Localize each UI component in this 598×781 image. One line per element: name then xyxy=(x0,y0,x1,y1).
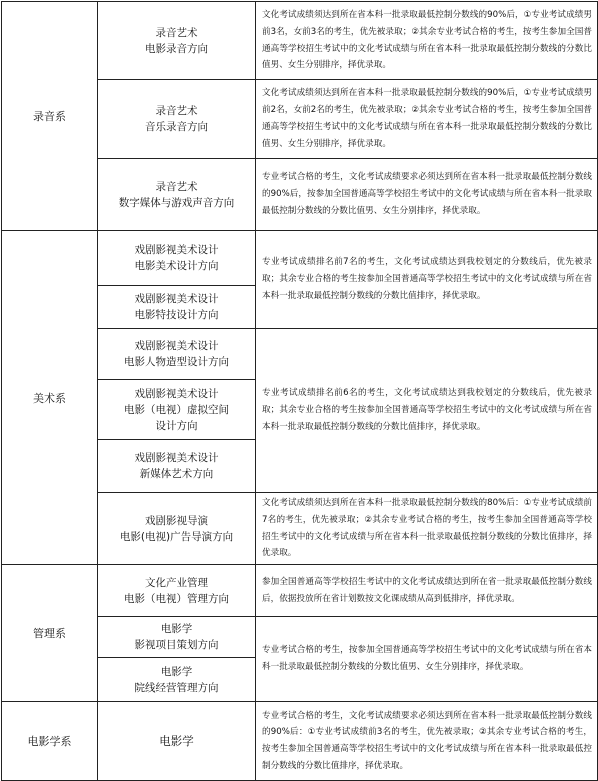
major-line: 影视项目策划方向 xyxy=(134,639,219,652)
department-cell: 录音系 xyxy=(2,2,98,231)
major-cell xyxy=(98,380,256,440)
table-row xyxy=(2,702,598,781)
major-line: 戏剧影视美术设计 xyxy=(134,387,219,400)
table-row xyxy=(2,565,598,617)
rule-cell: 文化考试成绩须达到所在省本科一批录取最低控制分数线的80%后：①专业考试成绩前7名的考生，优先被录取；②其余专业考试合格的考生，按考生参加全国普通高等学校招生考试中的文化考试成绩与所在省本科一批录取最低控制分数线的分数比值排序，择优录取。 xyxy=(256,493,598,565)
major-line: 电影美术设计方向 xyxy=(134,260,219,272)
major-cell xyxy=(98,440,256,493)
major-line: 电影学 xyxy=(160,665,193,678)
major-line: 戏剧影视美术设计 xyxy=(134,244,219,256)
major-line: 电影学 xyxy=(160,623,193,636)
rule-cell: 专业考试合格的考生，文化考试成绩要求必须达到所在省本科一批录取最低控制分数线的90%后，按参加全国普通高等学校招生考试中的文化考试成绩与所在省本科一批录取最低控制分数线的分数比值男、女生分别排序，择优录取。 xyxy=(256,159,598,231)
major-line: 电影(电视)广告导演方向 xyxy=(119,530,234,543)
major-line: 录音艺术 xyxy=(155,105,198,117)
major-line: 设计方向 xyxy=(155,419,198,432)
major-line: 录音艺术 xyxy=(155,180,198,193)
major-cell xyxy=(98,159,256,231)
major-line: 电影录音方向 xyxy=(145,42,208,55)
major-line: 新媒体艺术方向 xyxy=(139,468,214,480)
major-line: 电影特技设计方向 xyxy=(134,309,219,321)
rule-cell: 专业考试合格的考生，文化考试成绩要求必须达到所在省本科一批录取最低控制分数线的90%后：①专业考试成绩前3名的考生，优先被录取；②其余专业考试合格的考生，按考生参加全国普通高等学校招生考试中的文化考试成绩与所在省本科一批录取最低控制分数线的分数比值排序，择优录取。 xyxy=(256,702,598,781)
admission-table xyxy=(1,1,598,781)
major-cell xyxy=(98,80,256,159)
major-line: 电影（电视）虚拟空间 xyxy=(124,403,229,416)
major-cell xyxy=(98,2,256,80)
rule-cell: 文化考试成绩须达到所在省本科一批录取最低控制分数线的90%后，①专业考试成绩男前3名，女前3名的考生，优先被录取；②其余专业考试合格的考生，按考生参加全国普通高等学校招生考试中的文化考试成绩与所在省本科一批录取最低控制分数线的分数比值男、女生分别排序，择优录取。 xyxy=(256,2,598,80)
rule-cell: 参加全国普通高等学校招生考试中的文化考试成绩达到所在省一批录取最低控制分数线后，依据投放所在省计划数按文化课成绩从高到低排序，择优录取。 xyxy=(256,565,598,617)
major-cell xyxy=(98,329,256,380)
major-cell xyxy=(98,702,256,781)
major-line: 戏剧影视美术设计 xyxy=(134,340,219,352)
major-line: 院线经营管理方向 xyxy=(134,681,219,694)
major-cell xyxy=(98,617,256,658)
rule-cell: 文化考试成绩须达到所在省本科一批录取最低控制分数线的90%后，①专业考试成绩男前2名，女前2名的考生，优先被录取；②其余专业考试合格的考生，按考生参加全国普通高等学校招生考试中的文化考试成绩与所在省本科一批录取最低控制分数线的分数比值男、女生分别排序，择优录取。 xyxy=(256,80,598,159)
major-cell xyxy=(98,658,256,702)
major-cell xyxy=(98,493,256,565)
department-cell: 美术系 xyxy=(2,231,98,565)
major-line: 文化产业管理 xyxy=(145,576,208,589)
major-line: 戏剧影视导演 xyxy=(145,514,208,527)
major-line: 戏剧影视美术设计 xyxy=(134,293,219,305)
major-line: 电影人物造型设计方向 xyxy=(124,356,229,368)
department-cell: 管理系 xyxy=(2,565,98,702)
major-line: 电影（电视）管理方向 xyxy=(124,592,229,605)
department-cell: 电影学系 xyxy=(2,702,98,781)
major-line: 数字媒体与游戏声音方向 xyxy=(118,196,235,209)
major-line: 音乐录音方向 xyxy=(145,121,208,133)
rule-cell: 专业考试成绩排名前7名的考生，文化考试成绩达到我校划定的分数线后，优先被录取；其余专业合格的考生按参加全国普通高等学校招生考试中的文化考试成绩与所在省本科一批录取最低控制分数线的分数比值排序，择优录取。 xyxy=(256,231,598,329)
major-line: 录音艺术 xyxy=(155,26,198,39)
major-line: 戏剧影视美术设计 xyxy=(134,452,219,464)
rule-cell: 专业考试成绩排名前6名的考生，文化考试成绩达到我校划定的分数线后，优先被录取；其余专业合格的考生按参加全国普通高等学校招生考试中的文化考试成绩与所在省本科一批录取最低控制分数线的分数比值排序，择优录取。 xyxy=(256,329,598,493)
table-row xyxy=(2,231,598,286)
major-line: 电影学 xyxy=(159,734,194,749)
rule-cell: 专业考试合格的考生，按参加全国普通高等学校招生考试中的文化考试成绩与所在省本科一批录取最低控制分数线的分数比值男、女生分别排序，择优录取。 xyxy=(256,617,598,702)
major-cell xyxy=(98,286,256,329)
major-cell xyxy=(98,231,256,286)
major-cell xyxy=(98,565,256,617)
table-row xyxy=(2,2,598,80)
